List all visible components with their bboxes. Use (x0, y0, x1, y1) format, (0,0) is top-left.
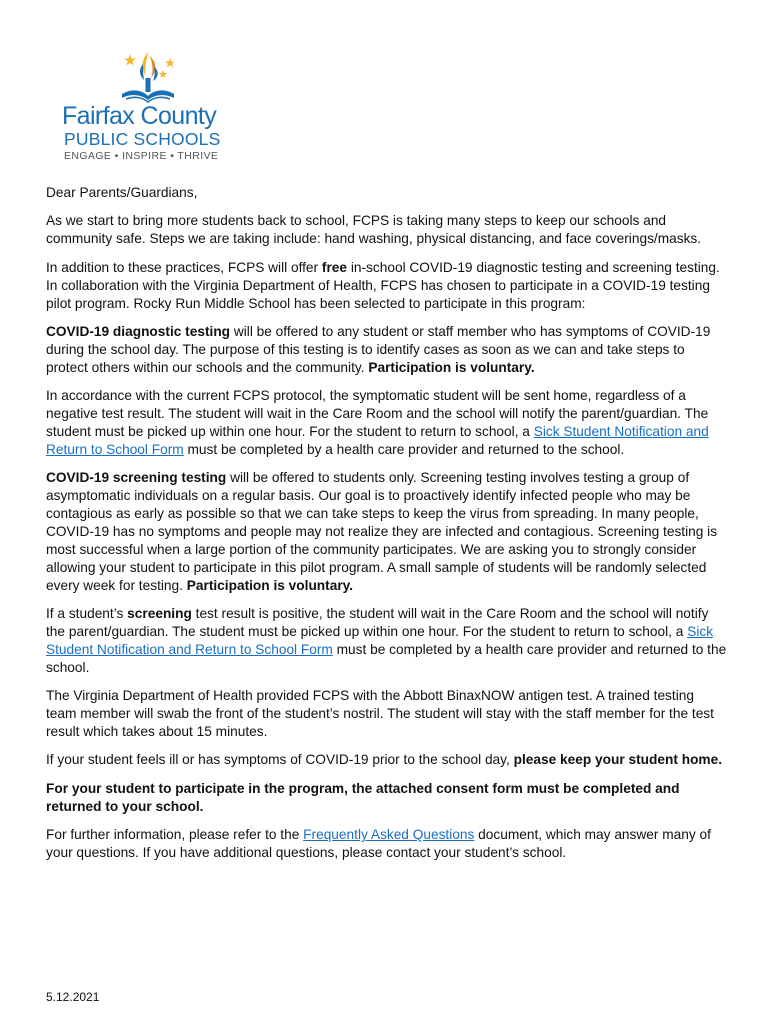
paragraph-diagnostic-testing (46, 323, 728, 377)
logo-tag-thrive: THRIVE (177, 150, 219, 162)
paragraph-consent (46, 780, 728, 816)
logo-subtitle: PUBLIC SCHOOLS (64, 129, 221, 149)
paragraph-screening-testing (46, 469, 728, 594)
paragraph-keep-home (46, 751, 728, 769)
bold-text: free (321, 259, 348, 275)
paragraph-antigen-test: The Virginia Department of Health provided FCPS with the Abbott BinaxNOW antigen test. A trained testing team member will swab the front of the student’s nostril. The student will stay with the staff member for the test result which takes about 15 minutes. (46, 688, 714, 740)
text-run: test result is positive, the student will wait in the Care Room and the school will notify the parent/guardian. The student must be picked up within one hour. For the student to return to school, a (46, 606, 709, 640)
sick-student-form-link[interactable]: Sick Student Notification and Return to School Form (46, 423, 709, 457)
text-run: in-school COVID-19 diagnostic testing and screening testing. In collaboration with the Virginia Department of Health, FCPS has chosen to participate in a COVID-19 testing pilot program. Rocky Run Middle School has been selected to participate in this program: (46, 259, 720, 311)
text-run: will be offered to students only. Screening testing involves testing a group of asymptomatic individuals on a regular basis. Our goal is to proactively identify infected people who may be contagious as early as possible so that we can take steps to keep the virus from spreading. In many people, COVID-19 has no symptoms and people may not realize they are infected and contagious. Screening testing is most successful when a large portion of the community participates. We are asking you to strongly consider allowing your student to participate in this pilot program. A small sample of students will be randomly selected every week for testing. (46, 470, 718, 593)
logo-tagline (64, 150, 218, 162)
paragraph-free-testing (46, 259, 728, 313)
logo-tag-bullet: • (170, 150, 175, 162)
footer-date: 5.12.2021 (46, 990, 100, 1004)
paragraph-intro: As we start to bring more students back to school, FCPS is taking many steps to keep our schools and community safe. Steps we are taking include: hand washing, physical distancing, and face coverings/masks. (46, 213, 702, 247)
bold-text: For your student to participate in the program, the attached consent form must be completed and returned to your school. (46, 780, 680, 814)
torch-book-stars-icon (114, 50, 184, 106)
text-run: document, which may answer many of your questions. If you have additional questions, please contact your student’s school. (46, 827, 711, 861)
fcps-logo (62, 50, 234, 168)
text-run: If your student feels ill or has symptoms of COVID-19 prior to the school day, (46, 752, 514, 768)
greeting: Dear Parents/Guardians, (46, 185, 198, 200)
bold-text: Participation is voluntary. (186, 577, 354, 593)
text-run: must be completed by a health care provider and returned to the school. (46, 641, 727, 675)
paragraph-positive-result (46, 605, 728, 677)
bold-text: Participation is voluntary. (368, 359, 535, 375)
paragraph-protocol (46, 387, 728, 459)
letter-body (46, 184, 728, 873)
text-run: In addition to these practices, FCPS will offer (46, 259, 322, 275)
logo-name: Fairfax County (62, 102, 217, 130)
bold-heading: COVID-19 diagnostic testing (46, 323, 231, 339)
sick-student-form-link[interactable]: Sick Student Notification and Return to School Form (46, 624, 714, 657)
faq-link[interactable]: Frequently Asked Questions (303, 827, 475, 843)
text-run: If a student’s (46, 606, 128, 622)
paragraph-further-info (46, 826, 728, 862)
logo-tag-engage: ENGAGE (64, 150, 112, 162)
bold-text: screening (127, 606, 192, 622)
text-run: For further information, please refer to the (46, 827, 304, 843)
logo-tag-bullet: • (114, 150, 119, 162)
text-run: In accordance with the current FCPS protocol, the symptomatic student will be sent home, regardless of a negative test result. The student will wait in the Care Room and the school will notify the parent/guardian. The student must be picked up within one hour. For the student to return to school, a (46, 388, 709, 439)
logo-tag-inspire: INSPIRE (122, 150, 167, 162)
bold-heading: COVID-19 screening testing (46, 470, 227, 486)
text-run: will be offered to any student or staff member who has symptoms of COVID-19 during the school day. The purpose of this testing is to identify cases as soon as we can and take steps to protect others within our schools and the community. (46, 323, 711, 375)
text-run: must be completed by a health care provider and returned to the school. (183, 441, 625, 457)
bold-text: please keep your student home. (513, 752, 723, 768)
